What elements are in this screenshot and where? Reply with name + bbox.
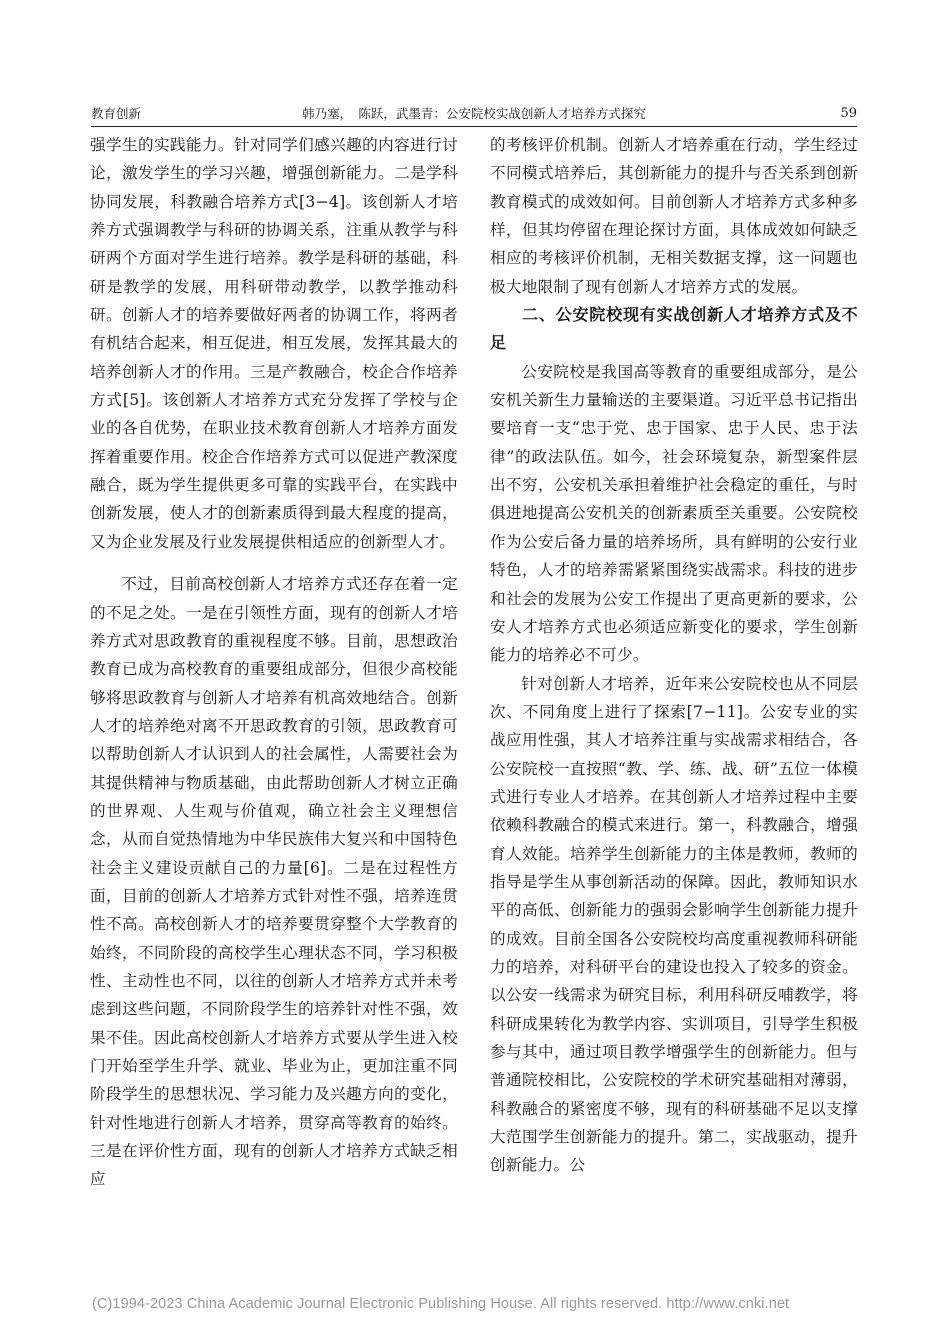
right-column <box>490 131 858 1257</box>
section-heading: 二、公安院校现有实战创新人才培养方式及不足 <box>490 305 858 353</box>
right-paragraph-3: 针对创新人才培养，近年来公安院校也从不同层次、不同角度上进行了探索[7−11]。公安专业的实战应用性强，其人才培养注重与实战需求相结合，各公安院校一直按照“教、学、练、战、研”五位一体模式进行专业人才培养。在其创新人才培养过程中主要依赖科教融合的模式来进行。第一，科教融合，增强育人效能。培养学生创新能力的主体是教师，教师的指导是学生从事创新活动的保障。因此，教师知识水平的高低、创新能力的强弱会影响学生创新能力提升的成效。目前全国各公安院校均高度重视教师科研能力的培养，对科研平台的建设也投入了较多的资金。以公安一线需求为研究目标，利用科研反哺教学，将科研成果转化为教学内容、实训项目，引导学生积极参与其中，通过项目教学增强学生的创新能力。但与普通院校相比，公安院校的学术研究基础相对薄弱，科教融合的紧密度不够，现有的科研基础不足以支撑大范围学生创新能力的提升。第二，实战驱动，提升创新能力。公 <box>490 674 858 1175</box>
left-paragraph-2: 不过，目前高校创新人才培养方式还存在着一定的不足之处。一是在引领性方面，现有的创新人才培养方式对思政教育的重视程度不够。目前，思想政治教育已成为高校教育的重要组成部分，但很少高校能够将思政教育与创新人才培养有机高效地结合。创新人才的培养绝对离不开思政教育的引领，思政教育可以帮助创新人才认识到人的社会属性，人需要社会为其提供精神与物质基础，由此帮助创新人才树立正确的世界观、人生观与价值观，确立社会主义理想信念，从而自觉热情地为中华民族伟大复兴和中国特色社会主义建设贡献自己的力量[6]。二是在过程性方面，目前的创新人才培养方式针对性不强，培养连贯性不高。高校创新人才的培养要贯穿整个大学教育的始终，不同阶段的高校学生心理状态不同，学习积极性、主动性也不同，以往的创新人才培养方式并未考虑到这些问题，不同阶段学生的培养针对性不强，效果不佳。因此高校创新人才培养方式要从学生进入校门开始至学生升学、就业、毕业为止，更加注重不同阶段学生的思想状况、学习能力及兴趣方向的变化，针对性地进行创新人才培养，贯穿高等教育的始终。三是在评价性方面，现有的创新人才培养方式缺乏相应 <box>90 575 458 1189</box>
header-rule <box>91 126 857 127</box>
running-header <box>91 106 857 128</box>
right-paragraph-2: 公安院校是我国高等教育的重要组成部分，是公安机关新生力量输送的主要渠道。习近平总书记指出要培育一支“忠于党、忠于国家、忠于人民、忠于法律”的政法队伍。如今，社会环境复杂，新型案件层出不穷，公安机关承担着维护社会稳定的重任，与时俱进地提高公安机关的创新素质至关重要。公安院校作为公安后备力量的培养场所，具有鲜明的公安行业特色，人才的培养需紧紧围绕实战需求。科技的进步和社会的发展为公安工作提出了更高更新的要求，公安人才培养方式也必须适应新变化的要求，学生创新能力的培养必不可少。 <box>490 362 858 665</box>
left-paragraph-1: 强学生的实践能力。针对同学们感兴趣的内容进行讨论，激发学生的学习兴趣，增强创新能力。二是学科协同发展，科教融合培养方式[3−4]。该创新人才培养方式强调教学与科研的协调关系，注重从教学与科研两个方面对学生进行培养。教学是科研的基础，科研是教学的发展，用科研带动教学，以教学推动科研。创新人才的培养要做好两者的协调工作，将两者有机结合起来，相互促进，相互发展，发挥其最大的培养创新人才的作用。三是产教融合，校企合作培养方式[5]。该创新人才培养方式充分发挥了学校与企业的各自优势，在职业技术教育创新人才培养方面发挥着重要作用。校企合作培养方式可以促进产教深度融合，既为学生提供更多可靠的实践平台，在实践中创新发展，使人才的创新素质得到最大程度的提高，又为企业发展及行业发展提供相适应的创新型人才。 <box>90 136 458 551</box>
page-number: 59 <box>840 106 857 121</box>
article-authors-title: 韩乃塞， 陈跃，武墨青：公安院校实战创新人才培养方式探究 <box>302 106 646 121</box>
left-column <box>90 131 458 1257</box>
journal-section-label: 教育创新 <box>91 106 142 121</box>
copyright-footer: (C)1994-2023 China Academic Journal Electronic Publishing House. All rights reserved. http://www.cnki.net <box>92 1296 790 1312</box>
right-paragraph-1: 的考核评价机制。创新人才培养重在行动，学生经过不同模式培养后，其创新能力的提升与否关系到创新教育模式的成效如何。目前创新人才培养方式多种多样，但其均停留在理论探讨方面，具体成效如何缺乏相应的考核评价机制，无相关数据支撑，这一问题也极大地限制了现有创新人才培养方式的发展。 <box>490 136 858 296</box>
